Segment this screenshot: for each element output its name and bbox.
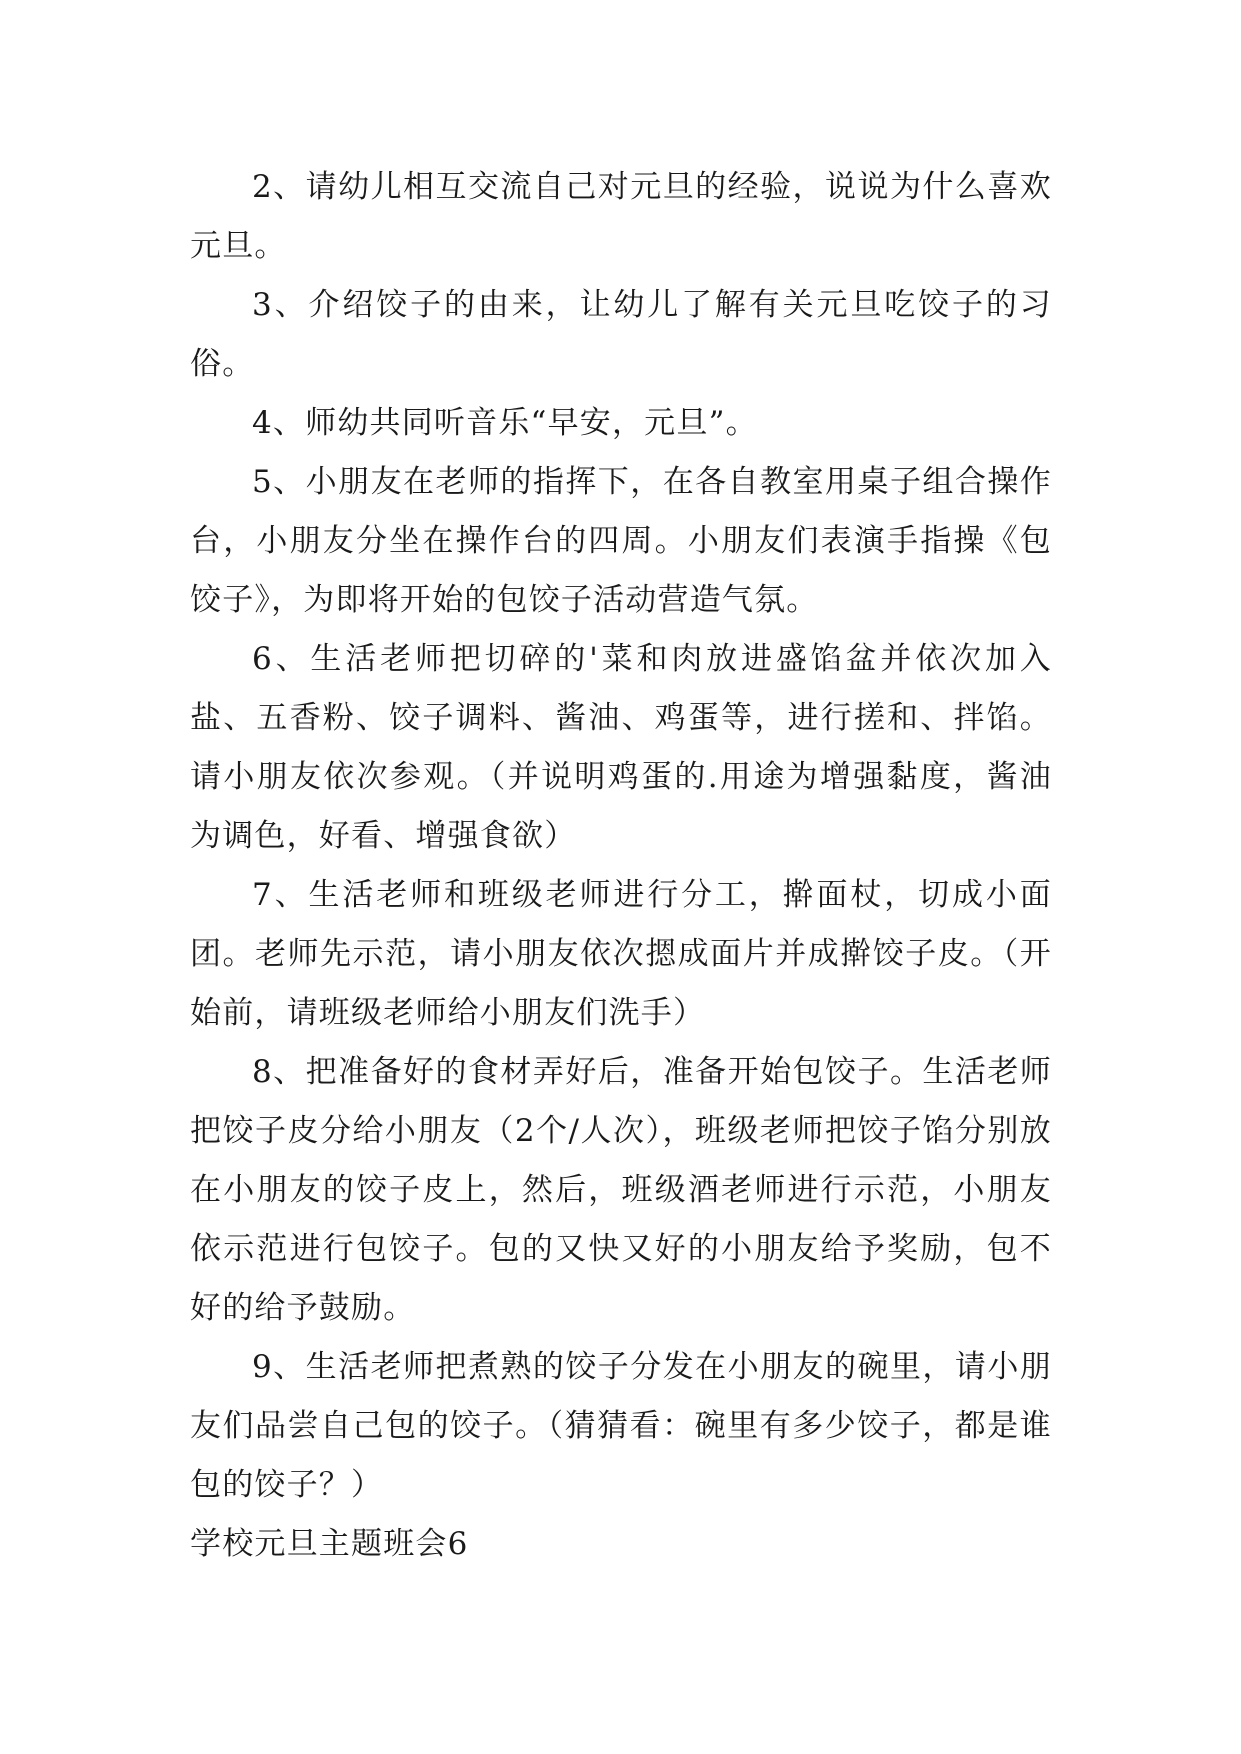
document-body	[190, 158, 1052, 1574]
paragraph-step-2: 2、请幼儿相互交流自己对元旦的经验，说说为什么喜欢元旦。	[190, 169, 1052, 264]
paragraph-step-8: 8、把准备好的食材弄好后，准备开始包饺子。生活老师把饺子皮分给小朋友（2个/人次），班级老师把饺子馅分别放在小朋友的饺子皮上，然后，班级酒老师进行示范，小朋友依示范进行包饺子。包的又快又好的小朋友给予奖励，包不好的给予鼓励。	[190, 1054, 1052, 1326]
paragraph-step-5: 5、小朋友在老师的指挥下，在各自教室用桌子组合操作台，小朋友分坐在操作台的四周。小朋友们表演手指操《包饺子》，为即将开始的包饺子活动营造气氛。	[190, 464, 1052, 618]
paragraph-step-4: 4、师幼共同听音乐“早安，元旦”。	[252, 405, 758, 441]
paragraph-step-9: 9、生活老师把煮熟的饺子分发在小朋友的碗里，请小朋友们品尝自己包的饺子。（猜猜看：碗里有多少饺子，都是谁包的饺子？）	[190, 1349, 1052, 1503]
section-title: 学校元旦主题班会6	[190, 1526, 469, 1562]
paragraph-step-6: 6、生活老师把切碎的'菜和肉放进盛馅盆并依次加入盐、五香粉、饺子调料、酱油、鸡蛋等，进行搓和、拌馅。请小朋友依次参观。（并说明鸡蛋的.用途为增强黏度，酱油为调色，好看、增强食欲）	[190, 641, 1052, 854]
paragraph-step-3: 3、介绍饺子的由来，让幼儿了解有关元旦吃饺子的习俗。	[190, 287, 1052, 382]
paragraph-step-7: 7、生活老师和班级老师进行分工，擀面杖，切成小面团。老师先示范，请小朋友依次摁成面片并成擀饺子皮。（开始前，请班级老师给小朋友们洗手）	[190, 877, 1052, 1031]
